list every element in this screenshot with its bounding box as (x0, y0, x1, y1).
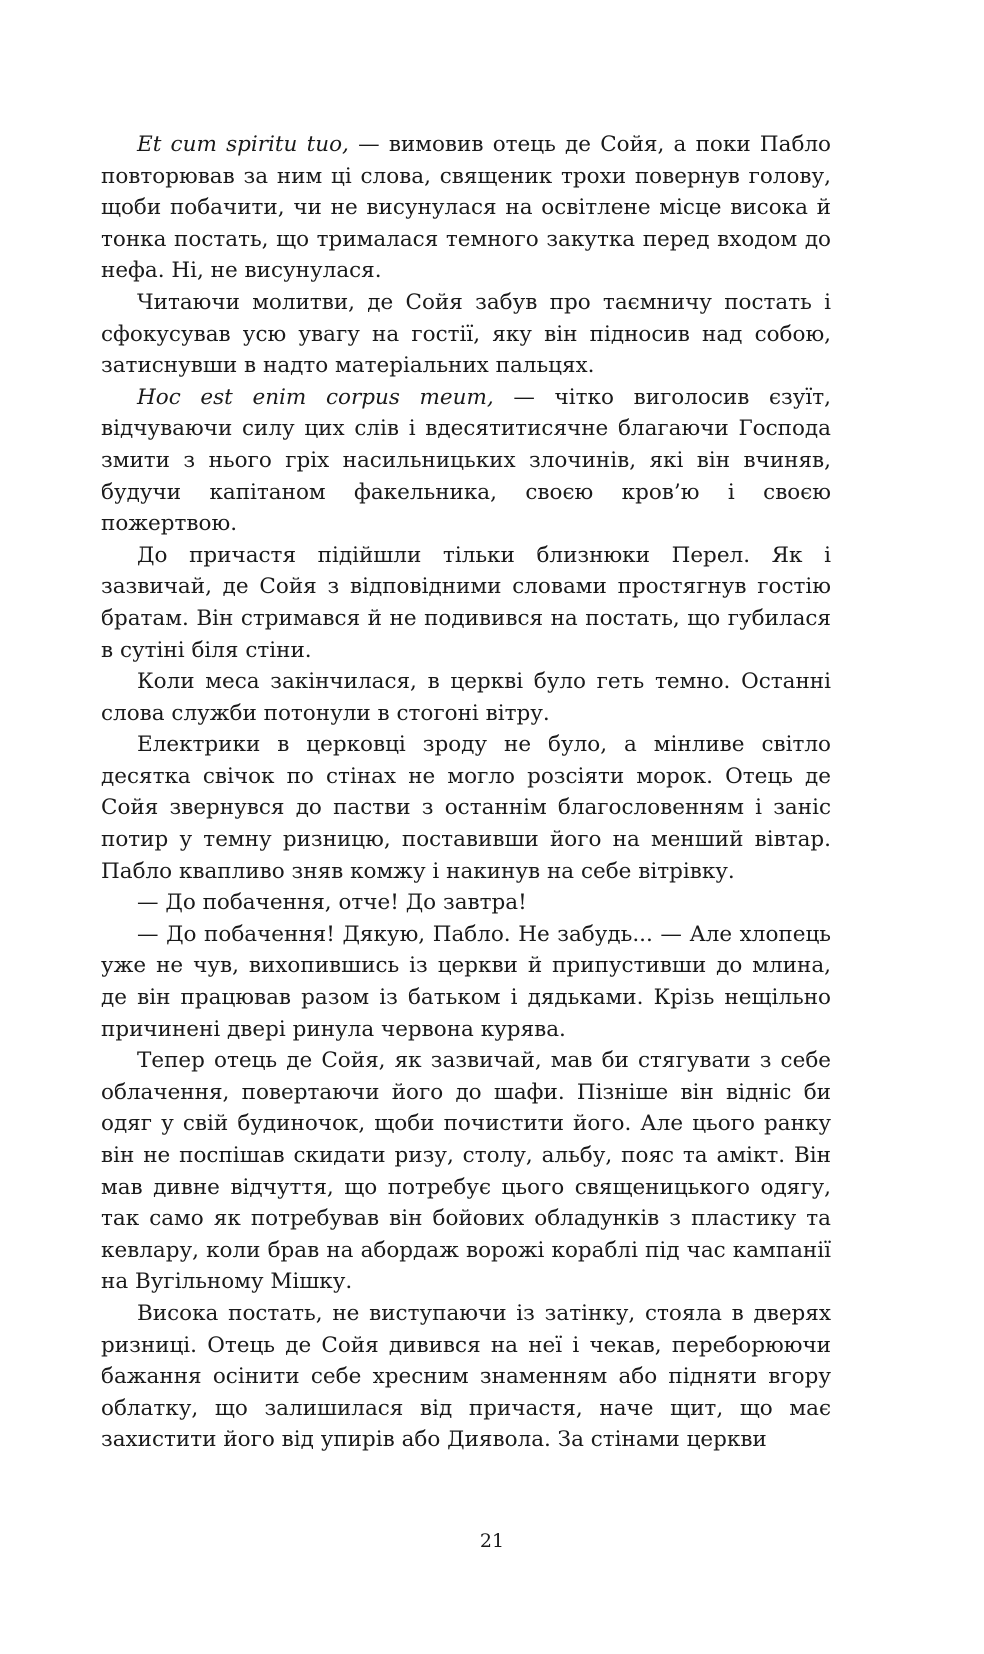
paragraph-text: Читаючи молитви, де Сойя забув про таємничу постать і сфокусував усю увагу на гостії, яку він підносив над собою, затиснувши в надто матеріальних пальцях. (101, 289, 831, 379)
paragraph-1 (101, 129, 831, 287)
paragraph-text: — До побачення, отче! До завтра! (137, 890, 527, 916)
paragraph-text: — До побачення! Дякую, Пабло. Не забудь... — Але хлопець уже не чув, вихопившись із церкви й припустивши до млина, де він працював разом із батьком і дядьками. Крізь нещільно причинені двері ринула червона курява. (101, 921, 831, 1042)
paragraph-3 (101, 382, 831, 540)
paragraph-text: — чітко виголосив єзуїт, відчуваючи силу цих слів і вдесятитисячне благаючи Господа змити з нього гріх насильницьких злочинів, які він вчиняв, будучи капітаном факельника, своєю кров’ю і своєю пожертвою. (101, 384, 831, 537)
latin-phrase: Et cum spiritu tuo, (137, 132, 349, 157)
paragraph-text: Електрики в церковці зроду не було, а мінливе світло десятка свічок по стінах не могло розсіяти морок. Отець де Сойя звернувся до пастви з останнім благословенням і заніс потир у темну ризницю, поставивши його на менший вівтар. Пабло квапливо зняв комжу і накинув на себе вітрівку. (101, 732, 831, 884)
paragraph-8 (101, 919, 831, 1045)
paragraph-2 (101, 287, 831, 382)
paragraph-text: — вимовив отець де Сойя, а поки Пабло повторював за ним ці слова, священик трохи повернув голову, щоби побачити, чи не висунулася на освітлене місце висока й тонка постать, що трималася темного закутка перед входом до нефа. Ні, не висунулася. (101, 132, 831, 284)
latin-phrase: Hoc est enim corpus meum, (137, 384, 494, 410)
paragraph-6 (101, 729, 831, 887)
paragraph-9 (101, 1045, 831, 1298)
paragraph-text: До причастя підійшли тільки близнюки Перел. Як і зазвичай, де Сойя з відповідними словами простягнув гостію братам. Він стримався й не подивився на постать, що губилася в сутіні біля стіни. (101, 542, 831, 663)
paragraph-5 (101, 666, 831, 729)
paragraph-text: Висока постать, не виступаючи із затінку, стояла в дверях ризниці. Отець де Сойя дивився на неї і чекав, переборюючи бажання осінити себе хресним знаменням або підняти вгору облатку, що залишилася від причастя, наче щит, що має захистити його від упирів або Диявола. За стінами церкви (101, 1300, 831, 1453)
paragraph-text: Тепер отець де Сойя, як зазвичай, мав би стягувати з себе облачення, повертаючи його до шафи. Пізніше він відніс би одяг у свій будиночок, щоби почистити його. Але цього ранку він не поспішав скидати ризу, столу, альбу, пояс та амікт. Він мав дивне відчуття, що потребує цього священицького одягу, так само як потребував він бойових обладунків з пластику та кевлару, коли брав на абордаж ворожі кораблі під час кампанії на Вугільному Мішку. (101, 1048, 831, 1295)
page-number: 21 (479, 1530, 505, 1552)
paragraph-10 (101, 1298, 831, 1456)
paragraph-4 (101, 540, 831, 666)
paragraph-7 (101, 887, 831, 919)
body-text (101, 129, 831, 1456)
paragraph-text: Коли меса закінчилася, в церкві було геть темно. Останні слова служби потонули в стогоні вітру. (101, 669, 831, 726)
